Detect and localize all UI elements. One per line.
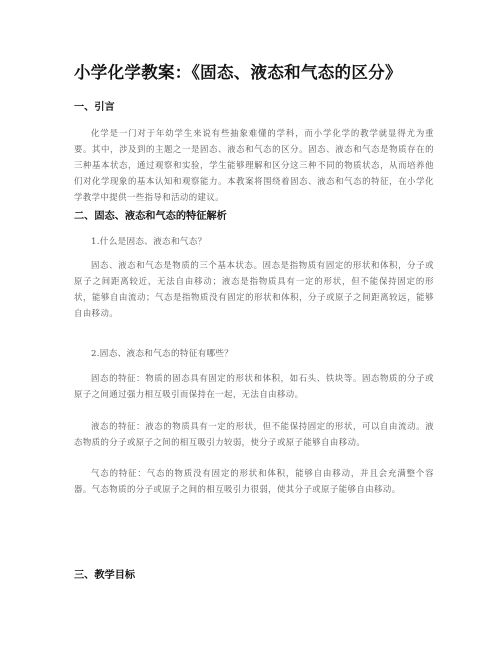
- section-heading-introduction: 一、引言: [74, 102, 115, 113]
- introduction-paragraph: 化学是一门对于年幼学生来说有些抽象难懂的学科，而小学化学的教学就显得尤为重要。其中，涉及到的主题之一是固态、液态和气态的区分。固态、液态和气态是物质存在的三种基本状态，通过观察和实验，学生能够理解和区分这三种不同的物质状态，从而培养他们对化学现象的基本认知和观察能力。本教案将围绕着固态、液态和气态的特征，在小学化学教学中提供一些指导和活动的建议。: [74, 128, 434, 202]
- section-heading-feature-analysis: 二、固态、液态和气态的特征解析: [74, 211, 227, 222]
- paragraph-solid-features: 固态的特征：物质的固态具有固定的形状和体积，如石头、铁块等。固态物质的分子或原子之间通过强力相互吸引而保持在一起，无法自由移动。: [74, 373, 434, 399]
- question-heading-state-features: 2.固态、液态和气态的特征有哪些？: [91, 349, 234, 359]
- paragraph-liquid-features: 液态的特征：液态的物质具有一定的形状，但不能保持固定的形状，可以自由流动。液态物质的分子或原子之间的相互吸引力较弱，使分子或原子能够自由移动。: [74, 421, 434, 447]
- section-heading-teaching-goals: 三、教学目标: [74, 570, 136, 581]
- document-title: 小学化学教案：《固态、液态和气态的区分》: [74, 63, 402, 82]
- paragraph-states-definition: 固态、液态和气态是物质的三个基本状态。固态是指物质有固定的形状和体积，分子或原子之间距离较近，无法自由移动；液态是指物质具有一定的形状，但不能保持固定的形状，能够自由流动；气态是指物质没有固定的形状和体积，分子或原子之间距离较远，能够自由移动。: [74, 260, 434, 318]
- question-heading-what-are-states: 1.什么是固态、液态和气态？: [91, 237, 207, 247]
- paragraph-gas-features: 气态的特征：气态的物质没有固定的形状和体积，能够自由移动，并且会充满整个容器。气态物质的分子或原子之间的相互吸引力很弱，使其分子或原子能够自由移动。: [74, 468, 434, 494]
